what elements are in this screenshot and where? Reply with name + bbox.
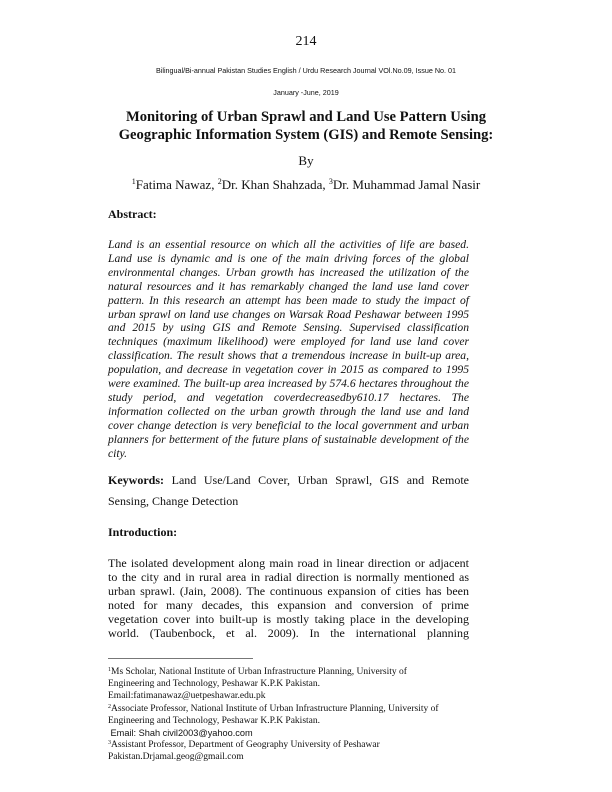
- article-title: [100, 108, 512, 144]
- footnote-1-marker: 1: [108, 667, 111, 673]
- author-1-marker: 1: [131, 177, 136, 186]
- abstract-text: Land is an essential resource on which all the activities of life are based. Land use is dynamic and is one of the main driving forces of the global environmental changes. Urban growth has increased the utilization of the natural resources and it has remarkably changed the land use land cover pattern. In this research an attempt has been made to study the impact of urban sprawl on land use changes on Warsak Road Peshawar between 1995 and 2015 by using GIS and Remote Sensing. Supervised classification techniques (maximum likelihood) were employed for land use land cover classification. The result shows that a tremendous increase in built-up area, population, and decrease in vegetation cover in 2015 as compared to 1995 were examined. The built-up area increased by 574.6 hectares throughout the study period, and vegetation coverdecreasedby610.17 hectares. The information collected on the urban growth through the land use and land cover change detection is very beneficial to the local government and urban planners for betterment of the future plans of sustainable development of the city.: [108, 238, 469, 460]
- footnote-separator: [108, 658, 253, 659]
- author-list: [0, 177, 612, 193]
- footnote-1: [108, 666, 508, 703]
- footnote-3-line-2: Pakistan.Drjamal.geog@gmail.com: [108, 752, 244, 763]
- issue-date: January -June, 2019: [273, 88, 339, 97]
- footnote-2-marker: 2: [108, 703, 111, 710]
- title-line-2: Geographic Information System (GIS) and Remote Sensing:: [118, 127, 494, 143]
- footnotes: [108, 666, 508, 764]
- author-3-marker: 3: [328, 177, 333, 186]
- author-3: Dr. Muhammad Jamal Nasir: [332, 177, 481, 192]
- footnote-3: [108, 739, 508, 763]
- footnote-3-marker: 3: [108, 740, 111, 747]
- footnote-1-email: Email:fatimanawaz@uetpeshawar.edu.pk: [108, 691, 266, 702]
- footnote-1-line-2: Engineering and Technology, Peshawar K.P.K Pakistan.: [108, 679, 320, 690]
- author-2-marker: 2: [217, 177, 222, 186]
- keywords-text: Land Use/Land Cover, Urban Sprawl, GIS and Remote Sensing, Change Detection: [108, 473, 469, 508]
- footnote-2: [108, 703, 508, 740]
- author-1: Fatima Nawaz,: [135, 177, 218, 192]
- footnote-3-line-1: Assistant Professor, Department of Geography University of Peshawar: [111, 740, 380, 751]
- footnote-1-line-1: Ms Scholar, National Institute of Urban Infrastructure Planning, University of: [111, 667, 407, 677]
- introduction-heading: Introduction:: [108, 525, 178, 539]
- footnote-2-line-1: Associate Professor, National Institute of Urban Infrastructure Planning, University of: [111, 703, 439, 714]
- introduction-text: The isolated development along main road in linear direction or adjacent to the city and in rural area in radial direction is normally mentioned as urban sprawl. (Jain, 2008). The continuous expansion of cities has been noted for many decades, this expansion and conversion of prime vegetation cover into built-up is mostly taking place in the developing world. (Taubenbock, et al. 2009). In the international planning: [108, 556, 469, 640]
- keywords: [108, 470, 469, 511]
- by-line: By: [298, 153, 314, 168]
- footnote-2-line-2: Engineering and Technology, Peshawar K.P.K Pakistan.: [108, 715, 320, 726]
- keywords-label: Keywords:: [108, 473, 164, 487]
- author-2: Dr. Khan Shahzada,: [221, 177, 329, 192]
- journal-header: Bilingual/Bi-annual Pakistan Studies English / Urdu Research Journal VOl.No.09, Issue No. 01: [155, 66, 457, 75]
- footnote-2-email: Email: Shah civil2003@yahoo.com: [108, 728, 253, 739]
- title-line-1: Monitoring of Urban Sprawl and Land Use Pattern Using: [125, 109, 486, 125]
- page-number: 214: [295, 34, 317, 49]
- abstract-heading: Abstract:: [108, 207, 157, 221]
